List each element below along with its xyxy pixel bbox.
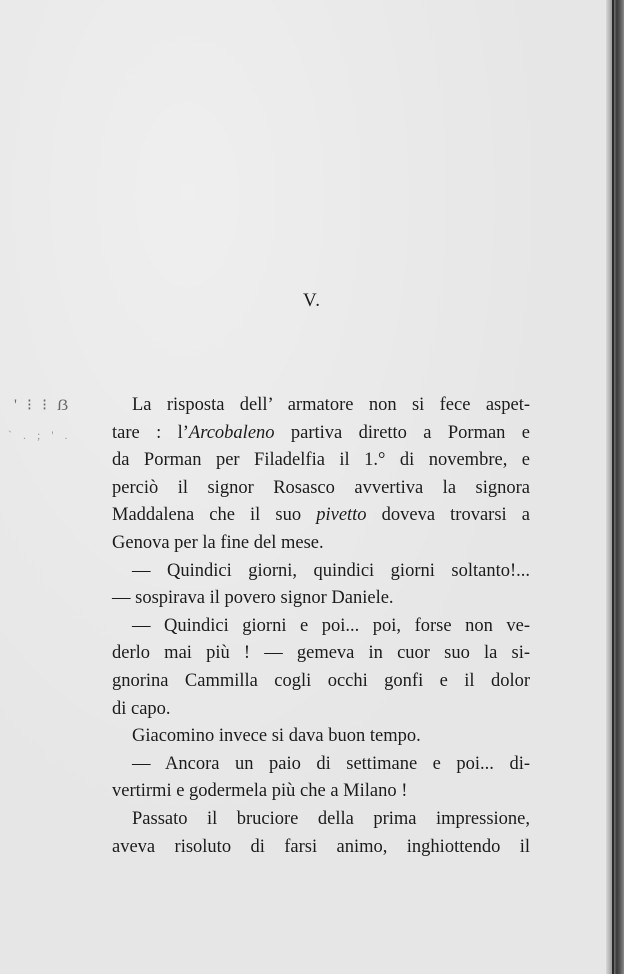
- page-binding-edge: [606, 0, 624, 974]
- text-line: [112, 420, 530, 448]
- text-segment: Genova per la fine del mese.: [112, 532, 324, 553]
- text-line: [112, 392, 530, 420]
- text-line: [112, 751, 530, 779]
- text-line: [112, 696, 530, 724]
- text-segment: La risposta dell’ armatore non si fece aspet-: [132, 395, 530, 415]
- text-line: [112, 447, 530, 475]
- text-segment: da Porman per Filadelfia il 1.° di novembre, e: [112, 450, 530, 471]
- text-line: [112, 613, 530, 641]
- text-line: [112, 806, 530, 834]
- text-segment: — Quindici giorni, quindici giorni soltanto!...: [132, 560, 530, 581]
- italic-word: Arcobaleno: [188, 422, 275, 443]
- text-line: [112, 585, 530, 613]
- text-line: [112, 558, 530, 586]
- text-segment: — Quindici giorni e poi... poi, forse non ve-: [132, 615, 530, 636]
- text-segment: vertirmi e godermela più che a Milano !: [112, 781, 408, 802]
- text-line: [112, 778, 530, 806]
- text-segment: doveva trovarsi a: [366, 505, 530, 526]
- page-edge-line: [612, 0, 614, 974]
- text-line: [112, 834, 530, 862]
- chapter-number: V.: [302, 290, 322, 311]
- body-text: [112, 392, 530, 861]
- text-segment: Giacomino invece si dava buon tempo.: [132, 726, 421, 747]
- text-line: [112, 502, 530, 530]
- italic-word: pivetto: [316, 505, 367, 526]
- text-segment: Maddalena che il suo: [112, 505, 317, 526]
- margin-marks: ' ⁝ ⁝ ẞ: [14, 397, 72, 414]
- text-line: [112, 723, 530, 751]
- text-segment: gnorina Cammilla cogli occhi gonfi e il dolor: [112, 670, 530, 691]
- text-line: [112, 475, 530, 503]
- text-line: [112, 640, 530, 668]
- text-segment: aveva risoluto di farsi animo, inghiottendo il: [112, 836, 530, 857]
- text-segment: derlo mai più ! — gemeva in cuor suo la si-: [112, 643, 530, 664]
- text-segment: tare : l’: [112, 422, 189, 443]
- text-segment: partiva diretto a Porman e: [274, 422, 530, 443]
- text-line: [112, 668, 530, 696]
- text-segment: perciò il signor Rosasco avvertiva la signora: [112, 477, 530, 498]
- text-line: [112, 530, 530, 558]
- text-segment: Passato il bruciore della prima impressione,: [132, 808, 530, 829]
- text-segment: di capo.: [112, 698, 171, 719]
- text-segment: — Ancora un paio di settimane e poi... di-: [132, 753, 530, 774]
- text-segment: — sospirava il povero signor Daniele.: [112, 588, 394, 609]
- margin-marks-faint: ˋ . ; ' .: [8, 428, 72, 442]
